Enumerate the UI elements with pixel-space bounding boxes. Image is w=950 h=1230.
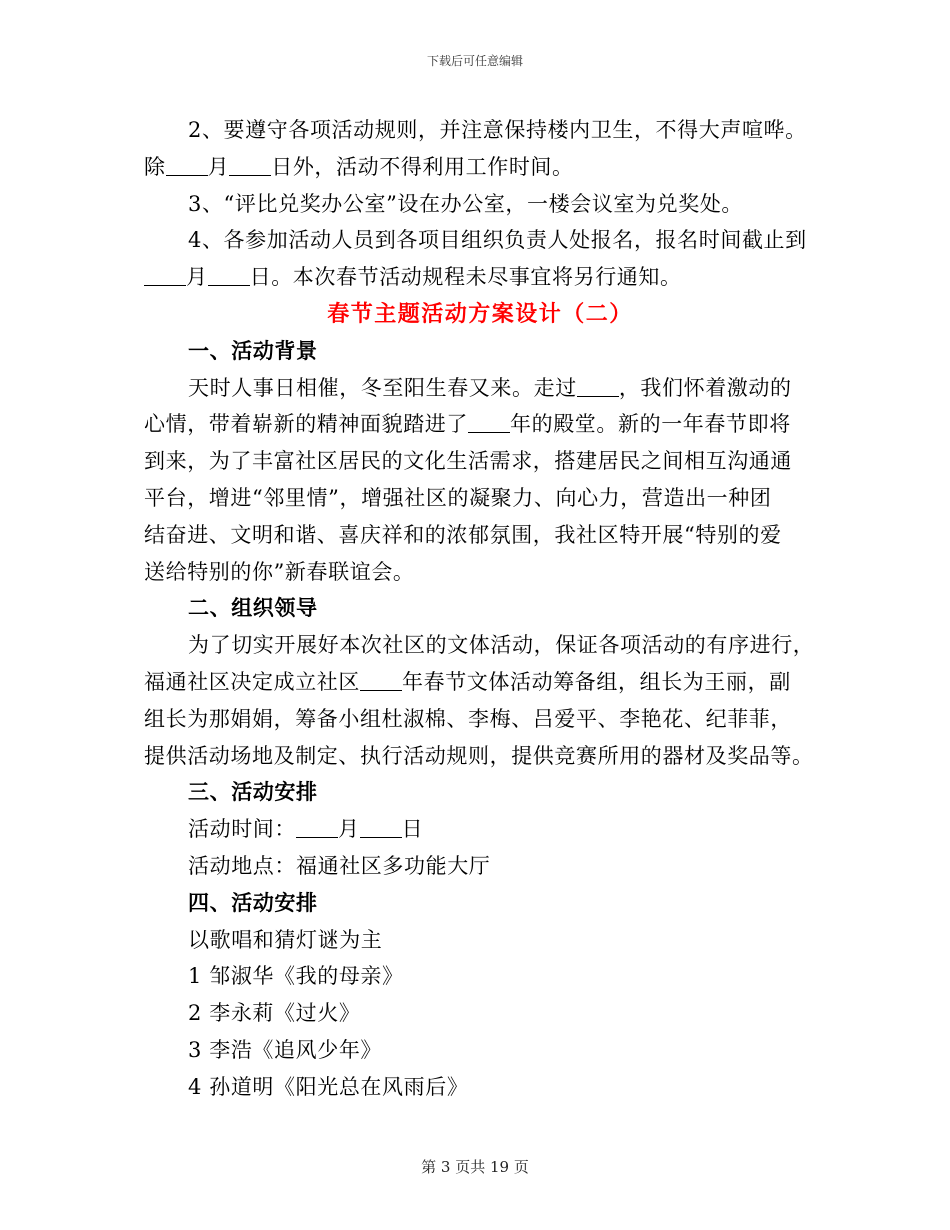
text-fragment: 年春节文体活动筹备组，组长为王丽，副 (402, 669, 791, 694)
program-item-3: 3 李浩《追风少年》 (188, 1037, 383, 1062)
text-fragment: 日外，活动不得利用工作时间。 (271, 154, 574, 179)
program-item-2: 2 李永莉《过火》 (188, 1001, 361, 1026)
text-fragment: 天时人事日相催，冬至阳生春又来。走过 (188, 375, 577, 400)
text-fragment: 月 (186, 265, 208, 290)
text-fragment: ，我们怀着激动的 (618, 375, 792, 400)
text-fragment: 日 (401, 817, 424, 842)
section-heading-3: 三、活动安排 (188, 779, 318, 805)
fill-in-blank (468, 412, 510, 433)
paragraph-1-line-5: 结奋进、文明和谐、喜庆祥和的浓郁氛围，我社区特开展“特别的爱 (144, 522, 782, 547)
text-fragment: 福通社区决定成立社区 (144, 669, 360, 694)
rule-2-line-2 (144, 149, 816, 186)
text-fragment: 日。本次春节活动规程未尽事宜将另行通知。 (249, 265, 682, 290)
fill-in-blank (144, 265, 186, 286)
paragraph-1-line-2 (144, 406, 816, 443)
fill-in-blank (360, 817, 402, 838)
paragraph-1-line-4: 平台，增进“邻里情”，增强社区的凝聚力、向心力，营造出一种团 (144, 485, 772, 510)
fill-in-blank (577, 376, 619, 397)
paragraph-2-line-3: 组长为那娟娟，筹备小组杜淑棉、李梅、吕爱平、李艳花、纪菲菲， (144, 706, 792, 731)
paragraph-2-line-2 (144, 664, 816, 701)
section-heading-4: 四、活动安排 (188, 889, 318, 915)
page-footer: 第 3 页共 19 页 (421, 1158, 529, 1176)
rule-4-line-2 (144, 259, 816, 296)
fill-in-blank (166, 155, 208, 176)
fill-in-blank (296, 817, 338, 838)
rule-4-line-1: 4、各参加活动人员到各项目组织负责人处报名，报名时间截止到 (188, 228, 807, 253)
fill-in-blank (208, 265, 250, 286)
text-fragment: 心情，带着崭新的精神面貌踏进了 (144, 412, 468, 437)
rule-3: 3、“评比兑奖办公室”设在办公室，一楼会议室为兑奖处。 (188, 191, 744, 216)
page-header: 下载后可任意编辑 (426, 54, 523, 68)
section-heading-1: 一、活动背景 (188, 337, 318, 363)
paragraph-2-line-1: 为了切实开展好本次社区的文体活动，保证各项活动的有序进行， (188, 633, 815, 658)
program-intro: 以歌唱和猜灯谜为主 (188, 927, 383, 952)
paragraph-1-line-3: 到来，为了丰富社区居民的文化生活需求，搭建居民之间相互沟通通 (144, 449, 792, 474)
text-fragment: 年的殿堂。新的一年春节即将 (510, 412, 791, 437)
text-fragment: 除 (144, 154, 166, 179)
paragraph-2-line-4: 提供活动场地及制定、执行活动规则，提供竞赛所用的器材及奖品等。 (144, 743, 814, 768)
rule-2-line-1: 2、要遵守各项活动规则，并注意保持楼内卫生，不得大声喧哗。 (188, 118, 807, 142)
text-fragment: 月 (338, 817, 360, 842)
activity-time (144, 811, 816, 848)
section-heading-2: 二、组织领导 (188, 595, 318, 621)
paragraph-1-line-1 (144, 370, 816, 407)
document-body (144, 112, 816, 1106)
fill-in-blank (360, 670, 402, 691)
paragraph-1-line-6: 送给特别的你”新春联谊会。 (144, 559, 415, 584)
program-item-4: 4 孙道明《阳光总在风雨后》 (188, 1074, 469, 1099)
text-fragment: 活动时间： (188, 817, 296, 842)
text-fragment: 月 (207, 154, 230, 179)
fill-in-blank (229, 155, 271, 176)
program-item-1: 1 邹淑华《我的母亲》 (188, 964, 404, 989)
activity-location: 活动地点：福通社区多功能大厅 (188, 853, 491, 878)
document-title: 春节主题活动方案设计（二） (327, 300, 633, 327)
